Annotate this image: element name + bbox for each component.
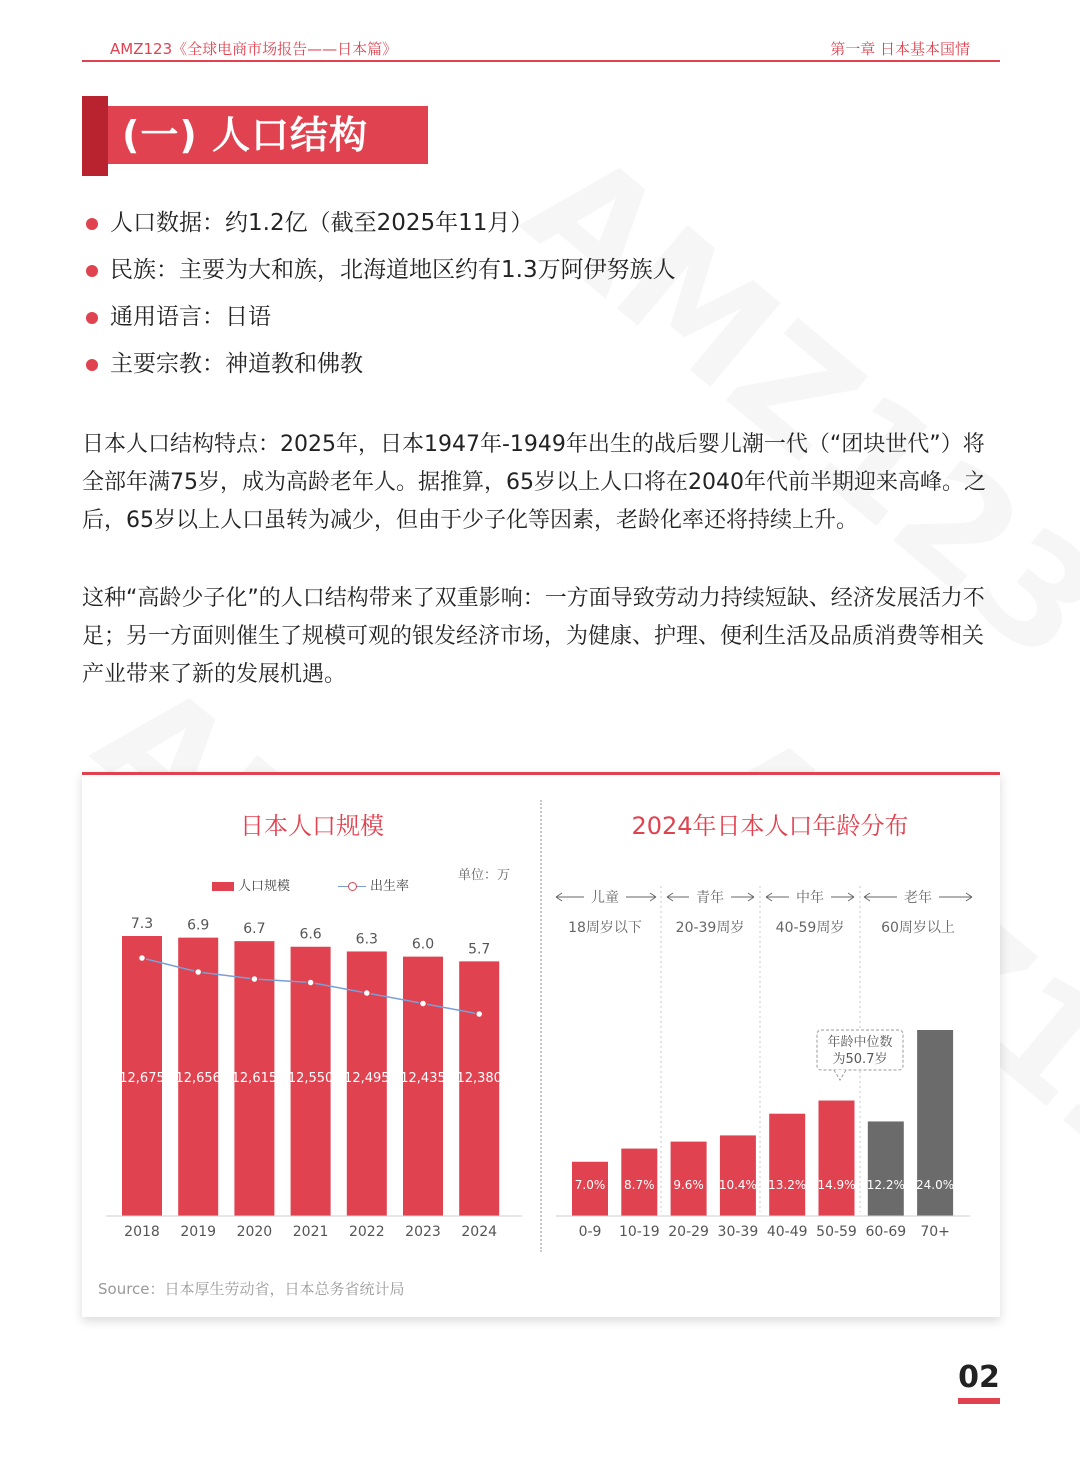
bullet-text: 人口数据：约1.2亿（截至2025年11月）	[110, 210, 534, 236]
population-bar	[403, 957, 443, 1216]
birthrate-label: 6.7	[243, 921, 266, 938]
birthrate-point	[363, 990, 370, 997]
group-range: 60周岁以上	[881, 920, 955, 936]
x-tick-label: 2019	[180, 1224, 217, 1240]
legend-label: 出生率	[370, 879, 410, 894]
group-name: 儿童	[591, 890, 619, 906]
x-tick-label: 2024	[461, 1224, 498, 1240]
x-tick-label: 2018	[124, 1224, 160, 1240]
annotation-line-2: 为50.7岁	[832, 1052, 888, 1067]
group-name: 中年	[796, 890, 824, 906]
bullet-text: 民族：主要为大和族，北海道地区约有1.3万阿伊努族人	[110, 257, 676, 283]
age-bar	[769, 1114, 805, 1216]
chart-title-age: 2024年日本人口年龄分布	[631, 812, 909, 840]
bar-value-label: 12,550	[287, 1071, 334, 1086]
birthrate-point	[307, 979, 314, 986]
group-range: 40-59周岁	[775, 920, 845, 936]
birthrate-label: 6.6	[299, 926, 322, 943]
paragraph-structure: 日本人口结构特点：2025年，日本1947年-1949年出生的战后婴儿潮一代（“团块世代”）将全部年满75岁，成为高龄老年人。据推算，65岁以上人口将在2040年代前半期迎来高峰。之后，65岁以上人口虽转为减少，但由于少子化等因素，老龄化率还将持续上升。	[82, 432, 986, 533]
x-tick-label: 2021	[292, 1224, 329, 1240]
birthrate-point	[195, 969, 202, 976]
age-bar	[868, 1121, 904, 1216]
age-bar-value-label: 14.9%	[817, 1178, 856, 1192]
x-tick-label: 40-49	[766, 1224, 808, 1240]
birthrate-label: 6.3	[355, 931, 378, 948]
bullet-text: 主要宗教：神道教和佛教	[110, 351, 363, 377]
unit-label: 单位：万	[458, 868, 511, 883]
bar-value-label: 12,380	[456, 1071, 502, 1086]
age-bar-value-label: 24.0%	[916, 1178, 955, 1192]
chapter-title: 第一章 日本基本国情	[830, 40, 970, 58]
x-tick-label: 70+	[920, 1224, 950, 1240]
age-bar-value-label: 9.6%	[673, 1178, 704, 1192]
age-bar	[819, 1101, 855, 1216]
birthrate-point	[476, 1011, 483, 1018]
birthrate-point	[251, 976, 258, 983]
bar-value-label: 12,435	[400, 1071, 446, 1086]
birthrate-label: 6.9	[187, 917, 210, 934]
legend-label: 人口规模	[238, 879, 291, 894]
bar-value-label: 12,656	[175, 1071, 221, 1086]
chart-title-population: 日本人口规模	[240, 812, 384, 840]
age-bar-value-label: 8.7%	[624, 1178, 655, 1192]
x-tick-label: 2023	[405, 1224, 441, 1240]
page-number: 02	[958, 1360, 1000, 1395]
report-title: AMZ123《全球电商市场报告——日本篇》	[110, 40, 398, 58]
x-tick-label: 20-29	[668, 1224, 709, 1240]
group-range: 18周岁以下	[568, 920, 642, 936]
birthrate-label: 7.3	[130, 916, 154, 932]
x-tick-label: 2020	[236, 1224, 273, 1240]
paragraph-impact: 这种“高龄少子化”的人口结构带来了双重影响：一方面导致劳动力持续短缺、经济发展活力不足；另一方面则催生了规模可观的银发经济市场，为健康、护理、便利生活及品质消费等相关产业带来了新的发展机遇。	[82, 586, 985, 687]
page-number-underline	[958, 1398, 1000, 1404]
birthrate-point	[420, 1000, 427, 1007]
birthrate-point	[139, 955, 146, 962]
population-bar	[459, 961, 499, 1216]
age-bar-value-label: 13.2%	[768, 1178, 807, 1192]
annotation-pointer	[834, 1070, 846, 1080]
age-bar-value-label: 10.4%	[718, 1178, 757, 1192]
birthrate-label: 5.7	[468, 941, 491, 958]
bar-value-label: 12,615	[231, 1071, 278, 1086]
group-range: 20-39周岁	[675, 920, 745, 936]
x-tick-label: 10-19	[618, 1224, 660, 1240]
age-bar	[720, 1135, 756, 1216]
section-title: (一) 人口结构	[108, 106, 428, 164]
age-bar-value-label: 7.0%	[574, 1178, 606, 1192]
group-name: 老年	[904, 890, 932, 906]
group-name: 青年	[696, 890, 724, 906]
x-tick-label: 30-39	[717, 1224, 759, 1240]
x-tick-label: 50-59	[816, 1224, 857, 1240]
birthrate-label: 6.0	[411, 936, 435, 953]
source-note: Source：日本厚生劳动省，日本总务省统计局	[98, 1280, 405, 1298]
bullet-text: 通用语言：日语	[110, 304, 271, 330]
annotation-line-1: 年龄中位数	[827, 1035, 893, 1050]
x-tick-label: 2022	[348, 1224, 385, 1240]
x-tick-label: 60-69	[865, 1224, 907, 1240]
x-tick-label: 0-9	[578, 1224, 602, 1240]
bar-value-label: 12,675	[119, 1071, 165, 1086]
bar-value-label: 12,495	[344, 1071, 390, 1086]
age-bar-value-label: 12.2%	[866, 1178, 905, 1192]
